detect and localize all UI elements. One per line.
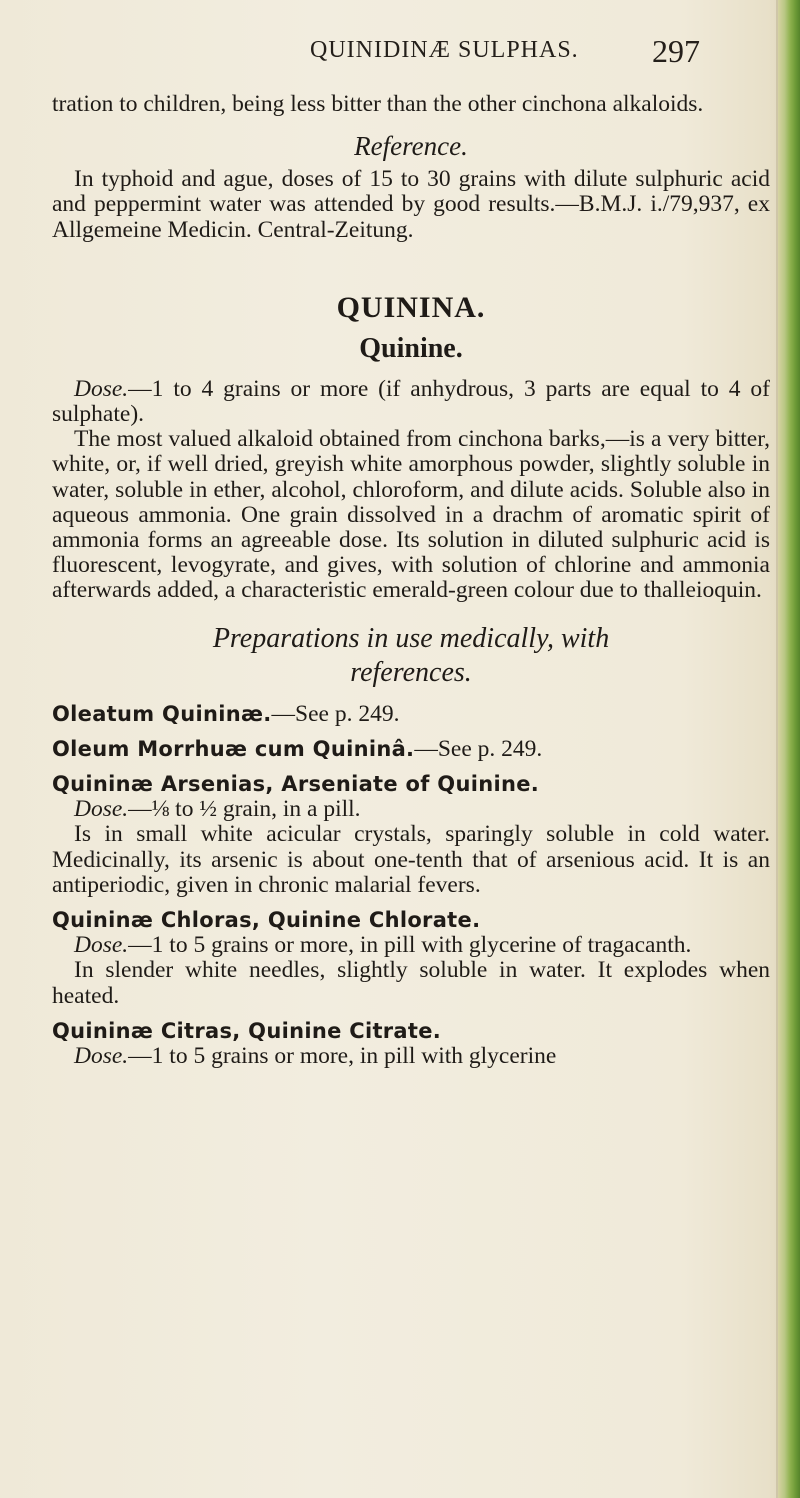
preparations-heading-line1: Preparations in use medically, with [212,622,610,654]
chloras-dose-label: Dose. [74,932,129,959]
chloras-dose [52,933,770,958]
citras-dose [52,1044,770,1069]
reference-paragraph: In typhoid and ague, doses of 15 to 30 grains with dilute sulphuric acid and peppermint water was attended by good results.—B.M.J. i./79,937, ex Allgemeine Medicin. Central-Zeitung. [52,166,770,243]
chloras-entry [52,908,770,933]
section-subtitle: Quinine. [359,332,463,364]
oleatum-name: Oleatum Quininæ. [52,701,272,726]
arsenias-entry [52,772,770,797]
citras-entry [52,1019,770,1044]
page-number: 297 [652,33,700,69]
chloras-name: Quininæ Chloras, Quinine Chlorate. [52,908,481,933]
running-header [0,33,800,73]
arsenias-name: Quininæ Arsenias, Arseniate of Quinine. [52,772,540,797]
header-title: QUINIDINÆ SULPHAS. [310,37,579,63]
citras-name: Quininæ Citras, Quinine Citrate. [52,1018,442,1043]
oleatum-entry [52,702,770,727]
citras-dose-label: Dose. [74,1043,129,1070]
arsenias-dose-label: Dose. [74,796,129,823]
quinine-description: The most valued alkaloid obtained from cinchona barks,—is a very bitter, white, or, if well dried, greyish white amorphous powder, slightly soluble in water, soluble in ether, alcohol, chloroform, and dilute acids. Soluble also in aqueous ammonia. One grain dissolved in a drachm of aromatic spirit of ammonia forms an agreeable dose. Its solution in diluted sulphuric acid is fluorescent, levogyrate, and gives, with solution of chlorine and ammonia afterwards added, a characteristic emerald-green colour due to thalleioquin. [52,426,770,604]
oleum-entry [52,737,770,762]
citras-dose-text: —1 to 5 grains or more, in pill with glycerine [128,1043,557,1070]
oleum-ref: —See p. 249. [414,735,543,762]
chloras-description: In slender white needles, slightly soluble in water. It explodes when heated. [52,957,770,1009]
binding-edge [778,0,800,1498]
oleum-name: Oleum Morrhuæ cum Quininâ. [52,736,415,761]
intro-paragraph: tration to children, being less bitter than the other cinchona alkaloids. [52,91,704,117]
chloras-dose-text: —1 to 5 grains or more, in pill with glycerine of tragacanth. [128,932,692,959]
arsenias-description: Is in small white acicular crystals, sparingly soluble in cold water. Medicinally, its arsenic is about one-tenth that of arsenious acid. It is an antiperiodic, given in chronic malarial fevers. [52,821,770,898]
oleatum-ref: —See p. 249. [271,700,400,727]
quinine-dose [52,377,770,427]
preparations-heading [52,622,770,690]
reference-heading: Reference. [354,131,468,162]
section-title: QUININA. [336,290,486,324]
arsenias-dose [52,797,770,822]
dose-text: —1 to 4 grains or more (if anhydrous, 3 parts are equal to 4 of sulphate). [52,375,770,428]
preparations-heading-line2: references. [350,656,472,688]
page-body [52,92,770,1069]
dose-label: Dose. [74,375,129,402]
arsenias-dose-text: —⅛ to ½ grain, in a pill. [128,796,361,823]
